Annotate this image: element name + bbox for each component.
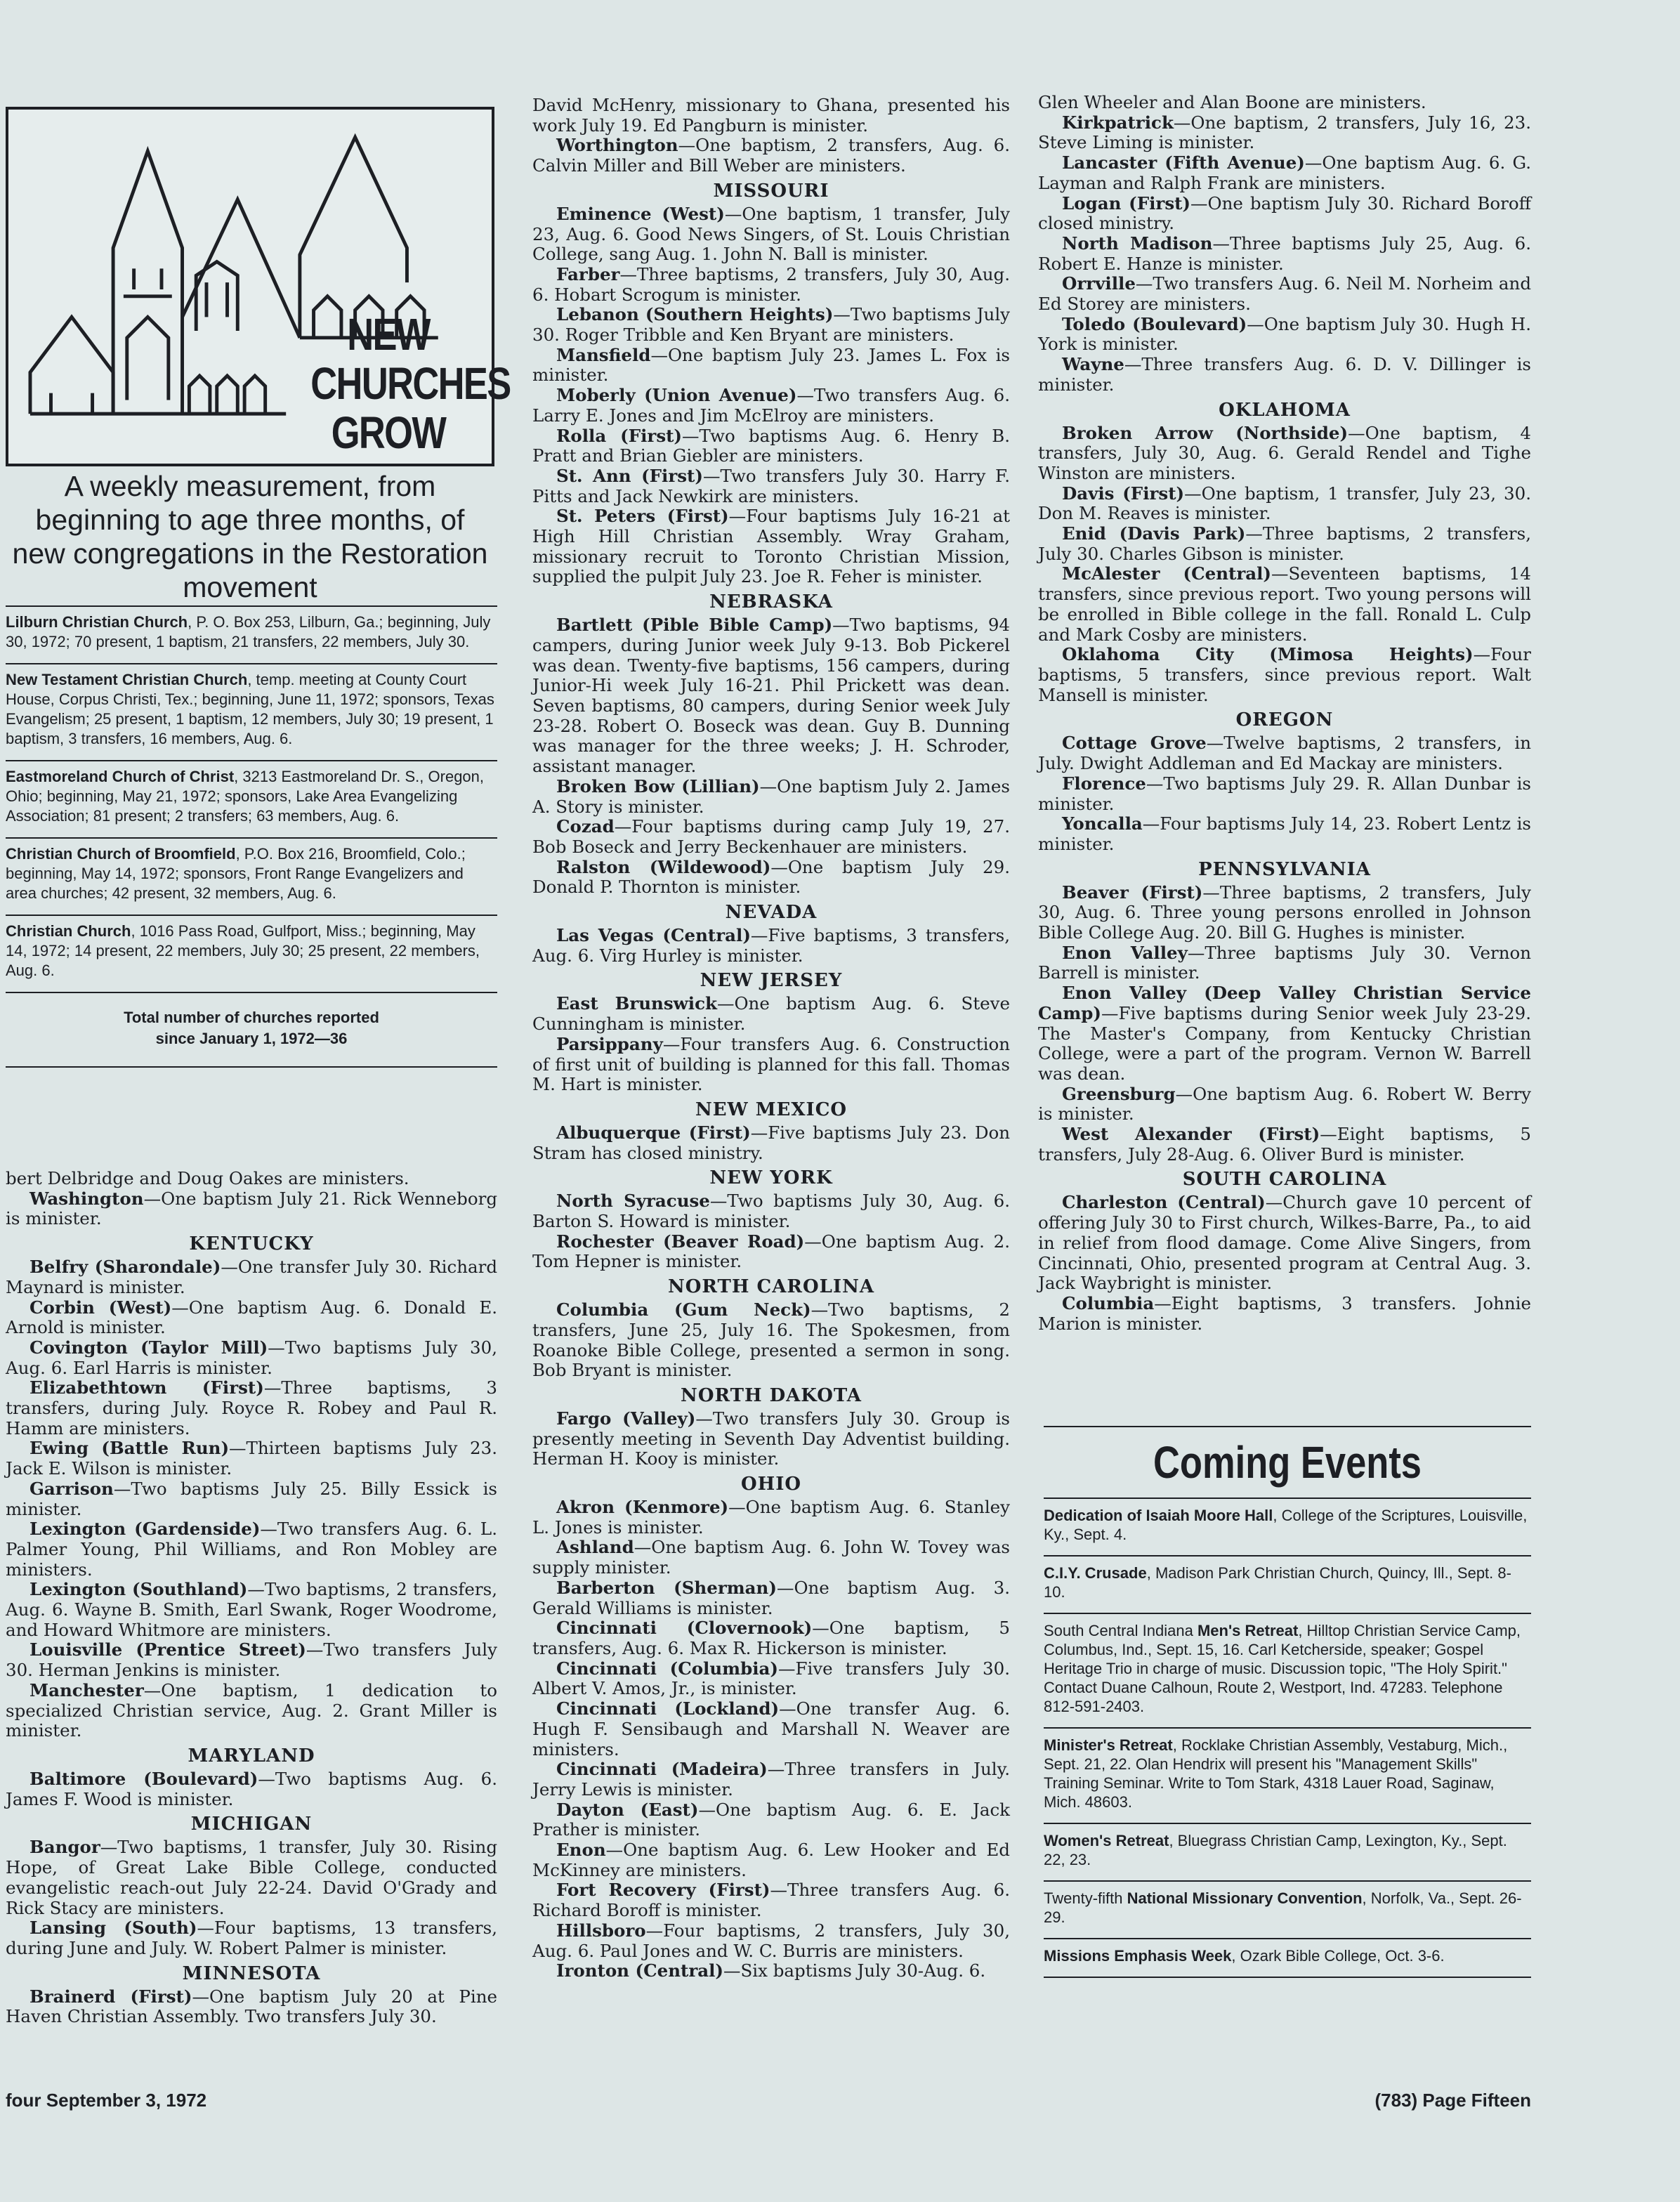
event-name: Men's Retreat [1197, 1622, 1299, 1639]
church-report [6, 1378, 497, 1438]
church-report-text: —Five baptisms during Senior week July 23-29. The Master's Company, from Kentucky Christian College, were a part of the program. Vernon W. Barrell was dean. [1038, 1002, 1531, 1084]
church-report-text: —Three baptisms, 2 transfers, July 30, Aug. 6. Three young persons enrolled in Johnson Bible College Aug. 20. Bill G. Hughes is minister. [1038, 882, 1531, 943]
church-report [1038, 1125, 1531, 1165]
state-heading: NEBRASKA [709, 591, 833, 613]
church-report-text: —One baptism July 30. Richard Boroff closed ministry. [1038, 192, 1531, 234]
church-report-text: —One baptism, 2 transfers, July 16, 23. Steve Liming is minister. [1038, 112, 1531, 153]
event-item [1044, 1555, 1531, 1613]
church-report [1038, 484, 1531, 524]
event-item [1044, 1938, 1531, 1977]
state-heading: NORTH DAKOTA [681, 1384, 862, 1406]
footer-page-number: (783) Page Fifteen [1374, 2090, 1531, 2111]
church-report [532, 1035, 1010, 1095]
events-bottom-rule [1044, 1977, 1531, 1978]
church-report-text: —Two baptisms July 30, Aug. 6. Earl Harris is minister. [6, 1337, 497, 1378]
church-report-name: East Brunswick [556, 993, 717, 1014]
church-report-text: —Two transfers July 30. Group is presently meeting in Seventh Day Adventist building. Herman H. Kooy is minister. [532, 1408, 1010, 1469]
state-heading: PENNSYLVANIA [1198, 858, 1371, 880]
church-report-text: —Two transfers Aug. 6. Larry E. Jones and Jim McElroy are ministers. [532, 385, 1010, 426]
church-report-text: —One baptism, 1 transfer, July 23, 30. Don M. Reaves is minister. [1038, 483, 1531, 524]
event-details: , Ozark Bible College, Oct. 3-6. [1231, 1947, 1445, 1965]
event-item [1044, 1727, 1531, 1823]
church-report [1038, 733, 1531, 773]
church-report-text: —Six baptisms July 30-Aug. 6. [723, 1960, 986, 1981]
church-details: , temp. meeting at County Court House, Corpus Christi, Tex.; beginning, June 11, 1972; sponsors, Texas Evangelism; 25 present, 1 baptism, 12 members, July 30; 19 present, 1 baptism, 3 transfers, 16 members, Aug. 6. [6, 671, 494, 747]
church-report-text: —One baptism July 20 at Pine Haven Christian Assembly. Two transfers July 30. [6, 1986, 497, 2027]
church-report [6, 1580, 497, 1640]
church-report [532, 386, 1010, 426]
church-report-name: St. Peters (First) [556, 506, 729, 527]
church-report-name: Ashland [556, 1537, 634, 1558]
church-report-text: —Two baptisms July 29. R. Allan Dunbar is minister. [1038, 773, 1531, 814]
church-report-name: Lexington (Southland) [29, 1579, 248, 1600]
church-report-name: Wayne [1062, 354, 1124, 375]
event-item [1044, 1498, 1531, 1555]
church-report-name: Lancaster (Fifth Avenue) [1062, 152, 1305, 173]
column-3-body [1038, 93, 1531, 1334]
church-report-text: —One baptism Aug. 6. G. Layman and Ralph Frank are ministers. [1038, 152, 1531, 193]
church-details: , 3213 Eastmoreland Dr. S., Oregon, Ohio; beginning, May 21, 1972; sponsors, Lake Area Evangelizing Association; 81 present; 2 transfers; 63 members, Aug. 6. [6, 768, 485, 825]
church-report-text: —One baptism Aug. 6. Lew Hooker and Ed McKinney are ministers. [532, 1840, 1010, 1880]
church-report [532, 1191, 1010, 1231]
logo-line-new: NEW [347, 309, 430, 360]
church-report-name: Cincinnati (Clovernook) [556, 1618, 813, 1639]
church-report-text: —Five baptisms July 23. Don Stram has closed ministry. [532, 1122, 1010, 1163]
church-report [532, 1538, 1010, 1578]
new-church-entry [6, 760, 497, 837]
church-report [1038, 355, 1531, 395]
column-1-body [6, 1169, 497, 2027]
church-report-name: Barberton (Sherman) [556, 1577, 777, 1598]
state-heading: NEW JERSEY [700, 970, 843, 992]
church-report [6, 1479, 497, 1519]
church-report-name: Albuquerque (First) [556, 1122, 751, 1143]
church-report-text: —One baptism July 2. James A. Story is minister. [532, 775, 1010, 817]
church-report [1038, 883, 1531, 943]
church-report [1038, 645, 1531, 705]
church-report-name: Mansfield [556, 344, 651, 365]
church-report-name: Davis (First) [1062, 483, 1185, 504]
church-report-name: Fargo (Valley) [556, 1408, 696, 1429]
church-report [532, 817, 1010, 857]
state-heading: KENTUCKY [189, 1233, 314, 1255]
church-report-name: Greensburg [1062, 1083, 1176, 1104]
state-heading: NEVADA [725, 902, 818, 924]
church-report-text: —Three baptisms, 2 transfers, July 30. Charles Gibson is minister. [1038, 523, 1531, 564]
church-report [1038, 524, 1531, 564]
church-report [1038, 1193, 1531, 1294]
event-name: Women's Retreat [1044, 1832, 1169, 1849]
church-report [532, 858, 1010, 898]
new-churches-list [6, 605, 497, 1068]
church-report-name: Broken Arrow (Northside) [1062, 422, 1348, 443]
church-report-text: —Three baptisms, 2 transfers, July 30, Aug. 6. Hobart Scrogum is minister. [532, 263, 1010, 305]
church-report-name: Farber [556, 263, 620, 284]
church-report [1038, 234, 1531, 274]
coming-events [1044, 1384, 1531, 1978]
church-report-text: —Four baptisms July 16-21 at High Hill Christian Assembly. Wray Graham, missionary recruit to Toronto Christian Mission, supplied the pulpit July 23. Joe R. Feher is minister. [532, 506, 1010, 587]
church-report-text: —Twelve baptisms, 2 transfers, in July. Dwight Addleman and Ed Mackay are ministers. [1038, 733, 1531, 774]
church-report [1038, 424, 1531, 484]
church-report [532, 346, 1010, 386]
church-report-text: —One baptism July 21. Rick Wenneborg is minister. [6, 1188, 497, 1229]
church-report-name: St. Ann (First) [556, 465, 703, 486]
church-report-text: —Three transfers in July. Jerry Lewis is minister. [532, 1759, 1010, 1800]
church-report [6, 1681, 497, 1741]
event-item [1044, 1823, 1531, 1880]
church-report-name: Manchester [29, 1679, 144, 1700]
church-report [532, 506, 1010, 587]
church-report-name: Dayton (East) [556, 1799, 699, 1820]
coming-events-title: Coming Events [1153, 1437, 1422, 1488]
church-report-name: Beaver (First) [1062, 882, 1203, 903]
church-report-text: —Church gave 10 percent of offering July 30 to First church, Wilkes-Barre, Pa., to aid in relief from flood damage. Come Alive Singers, from Cincinnati, Ohio, presented program at Central Aug. 3. Jack Waybright is minister. [1038, 1192, 1531, 1294]
church-report [1038, 153, 1531, 193]
church-report-name: Enon Valley (Deep Valley Christian Service Camp) [1038, 983, 1531, 1023]
church-report-text: —Four baptisms during camp July 19, 27. Bob Boseck and Jerry Beckenhauer are ministers. [532, 816, 1010, 857]
church-report [6, 1298, 497, 1338]
event-prefix: Twenty-fifth [1044, 1889, 1127, 1907]
church-report-name: North Madison [1062, 232, 1213, 254]
church-report-text: —Four baptisms, 5 transfers, since previous report. Walt Mansell is minister. [1038, 644, 1531, 705]
church-report [532, 1409, 1010, 1469]
church-report [532, 615, 1010, 777]
state-heading: OHIO [740, 1474, 802, 1495]
church-report [6, 1519, 497, 1580]
church-report-name: Rolla (First) [556, 425, 683, 446]
church-report [532, 136, 1010, 176]
state-heading: SOUTH CAROLINA [1182, 1169, 1387, 1191]
church-report [6, 1987, 497, 2027]
church-report-text: —Eight baptisms, 5 transfers, July 28-Aug. 6. Oliver Burd is minister. [1038, 1124, 1531, 1165]
church-report [532, 265, 1010, 305]
state-heading: OKLAHOMA [1219, 399, 1351, 421]
church-report [532, 1759, 1010, 1800]
church-report-text: —One transfer July 30. Richard Maynard is minister. [6, 1257, 497, 1297]
church-report-name: Belfry (Sharondale) [29, 1257, 221, 1278]
new-churches-grow-logo [6, 107, 511, 466]
church-name: Christian Church [6, 922, 131, 940]
church-report [532, 466, 1010, 506]
church-report-name: Charleston (Central) [1062, 1192, 1266, 1213]
church-report-text: —Three baptisms July 25, Aug. 6. Robert E. Hanze is minister. [1038, 232, 1531, 274]
church-report-name: Eminence (West) [556, 203, 725, 224]
church-report-name: McAlester (Central) [1062, 563, 1272, 584]
church-report-name: Fort Recovery (First) [556, 1880, 770, 1901]
church-report-name: Cincinnati (Madeira) [556, 1759, 768, 1780]
church-report [1038, 564, 1531, 645]
church-report-name: Moberly (Union Avenue) [556, 385, 797, 406]
church-report-text: —One baptism, 1 dedication to specialized Christian service, Aug. 2. Grant Miller is minister. [6, 1679, 497, 1741]
church-report-name: Cincinnati (Lockland) [556, 1698, 780, 1719]
church-report-name: Enon Valley [1062, 942, 1188, 963]
church-report-text: —Eight baptisms, 3 transfers. Johnie Marion is minister. [1038, 1292, 1531, 1334]
church-report-text: —Two baptisms, 1 transfer, July 30. Rising Hope, of Great Lake Bible College, conducted evangelistic reach-out July 22-24. David O'Grady and Rick Stacy are ministers. [6, 1837, 497, 1918]
church-report-text: —One baptism Aug. 2. Tom Hepner is minister. [532, 1231, 1010, 1272]
church-report [6, 1257, 497, 1297]
church-report-text: Glen Wheeler and Alan Boone are ministers. [1038, 92, 1426, 112]
church-report-text: —One baptism Aug. 6. Donald E. Arnold is minister. [6, 1297, 497, 1338]
church-report-text: —Two baptisms, 94 campers, during Junior week July 9-13. Bob Pickerel was dean. Twenty-five baptisms, 156 campers, during Junior-Hi week July 16-21. Phil Prickett was dean. Seven baptisms, 80 campers, during Senior week July 23-28. Robert O. Boseck was dean. Guy B. Dunning was manager for the three weeks; J. H. Schroder, assistant manager. [532, 615, 1010, 777]
church-report [6, 1769, 497, 1809]
church-report [1038, 93, 1531, 113]
church-report-text: —Three baptisms, 3 transfers, during July. Royce R. Robey and Paul R. Hamm are ministers. [6, 1377, 497, 1438]
church-report [1038, 274, 1531, 314]
logo-line-churches: CHURCHES [310, 358, 511, 409]
church-report-text: —One baptism Aug. 6. John W. Tovey was supply minister. [532, 1537, 1010, 1578]
church-report-name: Parsippany [556, 1033, 663, 1054]
church-report [532, 926, 1010, 966]
new-church-entry [6, 605, 497, 663]
footer-date: four September 3, 1972 [6, 2090, 207, 2111]
church-report-text: —Two transfers July 30. Herman Jenkins is minister. [6, 1639, 497, 1681]
church-report-text: —Four baptisms July 14, 23. Robert Lentz is minister. [1038, 813, 1531, 854]
church-name: New Testament Christian Church [6, 671, 248, 688]
church-report-name: Ewing (Battle Run) [29, 1438, 230, 1459]
church-report-text: —One baptism, 4 transfers, July 30, Aug. 6. Gerald Rendel and Tighe Winston are ministers. [1038, 422, 1531, 483]
church-report-text: —Two transfers Aug. 6. Neil M. Norheim and Ed Storey are ministers. [1038, 273, 1531, 315]
event-item [1044, 1613, 1531, 1727]
church-report-name: Lexington (Gardenside) [29, 1519, 261, 1540]
event-details: , Norfolk, Va., Sept. 26-29. [1044, 1889, 1522, 1926]
church-report-name: Enon [556, 1840, 606, 1861]
church-report-text: —Two baptisms July 25. Billy Essick is minister. [6, 1478, 497, 1519]
church-report [532, 1578, 1010, 1618]
church-report-text: —Two baptisms Aug. 6. Henry B. Pratt and Brian Giebler are ministers. [532, 425, 1011, 466]
event-name: Minister's Retreat [1044, 1736, 1173, 1754]
church-report-text: —One baptism Aug. 6. Robert W. Berry is minister. [1038, 1083, 1531, 1125]
church-report-name: Las Vegas (Central) [556, 925, 751, 946]
state-heading: OREGON [1235, 709, 1334, 731]
church-report-text: —Three baptisms July 30. Vernon Barrell is minister. [1038, 942, 1532, 983]
church-report [532, 1498, 1010, 1538]
church-name: Lilburn Christian Church [6, 613, 188, 631]
church-report-text: —One baptism, 2 transfers, Aug. 6. Calvin Miller and Bill Weber are ministers. [532, 135, 1010, 176]
column-2-body [532, 96, 1010, 1981]
church-report [532, 1232, 1010, 1272]
church-report [532, 1300, 1010, 1381]
event-details: , Hilltop Christian Service Camp, Columbus, Ind., Sept. 15, 16. Carl Ketcherside, speaker; Gospel Heritage Trio in charge of music. Discussion topic, "The Holy Spirit." Contact Duane Calhoun, Route 2, Westport, Ind. 47283. Telephone 812-591-2403. [1044, 1622, 1521, 1715]
church-report-text: —Thirteen baptisms July 23. Jack E. Wilson is minister. [6, 1438, 497, 1479]
church-report [6, 1837, 497, 1918]
church-report-text: —Five transfers July 30. Albert V. Amos, Jr., is minister. [532, 1658, 1010, 1699]
church-report [532, 1921, 1010, 1961]
church-report [1038, 1294, 1531, 1334]
church-report [6, 1189, 497, 1229]
church-report [1038, 113, 1531, 153]
church-report [1038, 194, 1531, 234]
church-report-name: Corbin (West) [29, 1297, 172, 1318]
section-subtitle: A weekly measurement, from beginning to age three months, of new congregations in the Restoration movement [12, 470, 488, 603]
church-report-name: Columbia (Gum Neck) [556, 1299, 811, 1320]
church-report-name: Florence [1062, 773, 1146, 794]
church-report-name: Ironton (Central) [556, 1960, 724, 1981]
state-heading: MICHIGAN [190, 1814, 313, 1835]
church-name: Eastmoreland Church of Christ [6, 768, 235, 785]
new-church-entry [6, 663, 497, 760]
event-name: C.I.Y. Crusade [1044, 1564, 1147, 1582]
church-report-text: —Two transfers July 30. Harry F. Pitts and Jack Newkirk are ministers. [532, 465, 1010, 506]
church-report-name: Enid (Davis Park) [1062, 523, 1246, 544]
church-report [532, 426, 1010, 466]
church-name: Christian Church of Broomfield [6, 845, 236, 863]
church-report-name: West Alexander (First) [1062, 1124, 1320, 1145]
church-report-text: David McHenry, missionary to Ghana, presented his work July 19. Ed Pangburn is minister. [532, 95, 1010, 136]
church-report [532, 1800, 1010, 1840]
church-report-text: —Two baptisms July 30. Roger Tribble and Ken Bryant are ministers. [532, 304, 1010, 346]
church-details: , 1016 Pass Road, Gulfport, Miss.; beginning, May 14, 1972; 14 present, 22 members, July 30; 25 present, 22 members, Aug. 6. [6, 922, 480, 979]
church-report-text: —One baptism Aug. 6. Stanley L. Jones is minister. [532, 1497, 1011, 1538]
church-report-name: Ralston (Wildewood) [556, 856, 771, 877]
church-report-text: —Three transfers Aug. 6. D. V. Dillinger is minister. [1038, 354, 1531, 395]
event-details: , Madison Park Christian Church, Quincy, Ill., Sept. 8-10. [1044, 1564, 1511, 1601]
church-report-text: —One baptism, 1 transfer, July 23, Aug. 6. Good News Singers, of St. Louis Christian College, sang Aug. 1. John N. Ball is minister. [532, 203, 1010, 265]
church-report-name: Louisville (Prentice Street) [29, 1639, 306, 1660]
church-report-name: Lebanon (Southern Heights) [556, 304, 834, 325]
church-report-text: —Two transfers Aug. 6. L. Palmer Young, Phil Williams, and Ron Mobley are ministers. [6, 1519, 497, 1580]
church-report-name: Worthington [556, 135, 678, 156]
church-report [6, 1438, 497, 1479]
church-report [6, 1169, 497, 1189]
church-report-name: North Syracuse [556, 1191, 710, 1212]
church-report-name: Baltimore (Boulevard) [29, 1768, 258, 1789]
state-heading: MARYLAND [188, 1745, 315, 1767]
church-report-name: Yoncalla [1062, 813, 1143, 834]
event-name: Dedication of Isaiah Moore Hall [1044, 1507, 1273, 1524]
event-name: National Missionary Convention [1127, 1889, 1363, 1907]
church-report [1038, 943, 1531, 983]
church-report-text: —Three transfers Aug. 6. Richard Boroff is minister. [532, 1880, 1010, 1921]
church-report-name: Cincinnati (Columbia) [556, 1658, 778, 1679]
church-report-name: Rochester (Beaver Road) [556, 1231, 805, 1252]
church-report [532, 305, 1010, 345]
church-report-name: Akron (Kenmore) [556, 1497, 729, 1518]
church-report [532, 1123, 1010, 1163]
church-report-text: —One baptism Aug. 3. Gerald Williams is minister. [532, 1577, 1010, 1618]
state-heading: MISSOURI [713, 180, 829, 202]
church-report [532, 1659, 1010, 1699]
church-report-name: Kirkpatrick [1062, 112, 1174, 133]
church-report-text: —One baptism July 29. Donald P. Thornton is minister. [532, 856, 1010, 898]
church-report [6, 1338, 497, 1378]
church-report [1038, 774, 1531, 814]
church-report-text: —Four transfers Aug. 6. Construction of first unit of building is planned for this fall. Thomas M. Hart is minister. [532, 1033, 1010, 1095]
church-report-text: —Two baptisms Aug. 6. James F. Wood is minister. [6, 1768, 497, 1809]
church-report-text: —One baptism Aug. 6. Steve Cunningham is minister. [532, 993, 1011, 1035]
church-report [1038, 983, 1531, 1084]
church-report-name: Washington [29, 1188, 144, 1209]
church-report-name: Orrville [1062, 273, 1136, 294]
church-report-name: Logan (First) [1062, 192, 1191, 214]
church-report-text: —One baptism Aug. 6. E. Jack Prather is minister. [532, 1799, 1011, 1840]
church-report [6, 1918, 497, 1958]
church-details: , P.O. Box 216, Broomfield, Colo.; beginning, May 14, 1972; sponsors, Front Range Evangelizers and area churches; 42 present, 32 members, Aug. 6. [6, 845, 466, 902]
church-report [532, 777, 1010, 817]
state-heading: MINNESOTA [182, 1962, 321, 1984]
church-report [6, 1640, 497, 1680]
church-report-name: Lansing (South) [29, 1918, 197, 1939]
new-church-entry [6, 915, 497, 992]
church-report-name: Oklahoma City (Mimosa Heights) [1062, 644, 1474, 665]
church-report [532, 1961, 1010, 1981]
church-report [1038, 1084, 1531, 1125]
church-report-text: —Four baptisms, 2 transfers, July 30, Aug. 6. Paul Jones and W. C. Burris are ministers. [532, 1920, 1010, 1961]
event-details: , Rocklake Christian Assembly, Vestaburg, Mich., Sept. 21, 22. Olan Hendrix will present his "Management Skills" Training Seminar. Write to Tom Stark, 4318 Lauer Road, Saginaw, Mich. 48603. [1044, 1736, 1508, 1811]
church-details: , P. O. Box 253, Lilburn, Ga.; beginning, July 30, 1972; 70 present, 1 baptism, 21 transfers, 22 members, July 30. [6, 613, 491, 650]
church-report [532, 204, 1010, 265]
church-report-text: —Two baptisms, 2 transfers, Aug. 6. Wayne B. Smith, Earl Swank, Roger Woodrome, and Howard Whitmore are ministers. [6, 1579, 497, 1640]
state-heading: NORTH CAROLINA [667, 1276, 875, 1298]
church-report-text: —Seventeen baptisms, 14 transfers, since previous report. Two young persons will be enrolled in Bible college in the fall. Ronald L. Culp and Mark Cosby are ministers. [1038, 563, 1531, 645]
church-report-text: —One baptism July 30. Hugh H. York is minister. [1038, 313, 1532, 355]
church-report-name: Brainerd (First) [29, 1986, 192, 2007]
church-report [532, 1699, 1010, 1759]
church-report-text: —Two baptisms July 30, Aug. 6. Barton S. Howard is minister. [532, 1191, 1010, 1232]
church-report-name: Cottage Grove [1062, 733, 1207, 754]
church-report-name: Elizabethtown (First) [29, 1377, 264, 1398]
state-heading: NEW MEXICO [695, 1099, 848, 1120]
event-details: , College of the Scriptures, Louisville, Ky., Sept. 4. [1044, 1507, 1528, 1543]
state-heading: NEW YORK [709, 1167, 833, 1189]
event-prefix: South Central Indiana [1044, 1622, 1197, 1639]
event-name: Missions Emphasis Week [1044, 1947, 1232, 1965]
church-report-name: Bartlett (Pible Bible Camp) [556, 615, 833, 636]
church-report [532, 1618, 1010, 1658]
church-report-text: —One transfer Aug. 6. Hugh F. Sensibaugh and Marshall N. Weaver are ministers. [532, 1698, 1010, 1759]
church-report-name: Bangor [29, 1837, 100, 1858]
church-report [532, 994, 1010, 1034]
event-item [1044, 1880, 1531, 1938]
logo-line-grow: GROW [331, 407, 446, 458]
church-report-text: —One baptism July 23. James L. Fox is minister. [532, 344, 1010, 386]
church-report-name: Cozad [556, 816, 615, 837]
church-report-name: Broken Bow (Lillian) [556, 775, 760, 797]
church-report [532, 96, 1010, 136]
church-report-text: bert Delbridge and Doug Oakes are ministers. [6, 1168, 409, 1188]
church-report-name: Columbia [1062, 1292, 1155, 1313]
church-report [532, 1840, 1010, 1880]
church-report-name: Toledo (Boulevard) [1062, 313, 1247, 334]
church-report [532, 1880, 1010, 1920]
church-report-name: Covington (Taylor Mill) [29, 1337, 268, 1358]
church-report-text: —Four baptisms, 13 transfers, during June and July. W. Robert Palmer is minister. [6, 1918, 497, 1958]
church-report-name: Garrison [29, 1478, 114, 1499]
event-details: , Bluegrass Christian Camp, Lexington, Ky., Sept. 22, 23. [1044, 1832, 1507, 1868]
church-report-text: —Two baptisms, 2 transfers, June 25, July 16. The Spokesmen, from Roanoke Bible College, presented a sermon in song. Bob Bryant is minister. [532, 1299, 1010, 1381]
new-church-entry [6, 837, 497, 915]
church-report [1038, 814, 1531, 854]
church-report-name: Hillsboro [556, 1920, 646, 1941]
church-report-text: —One baptism, 5 transfers, Aug. 6. Max R. Hickerson is minister. [532, 1618, 1010, 1658]
church-report [1038, 315, 1531, 355]
church-report-text: —Five baptisms, 3 transfers, Aug. 6. Virg Hurley is minister. [532, 925, 1011, 966]
total-churches: Total number of churches reported since January 1, 1972—36 [6, 992, 497, 1068]
